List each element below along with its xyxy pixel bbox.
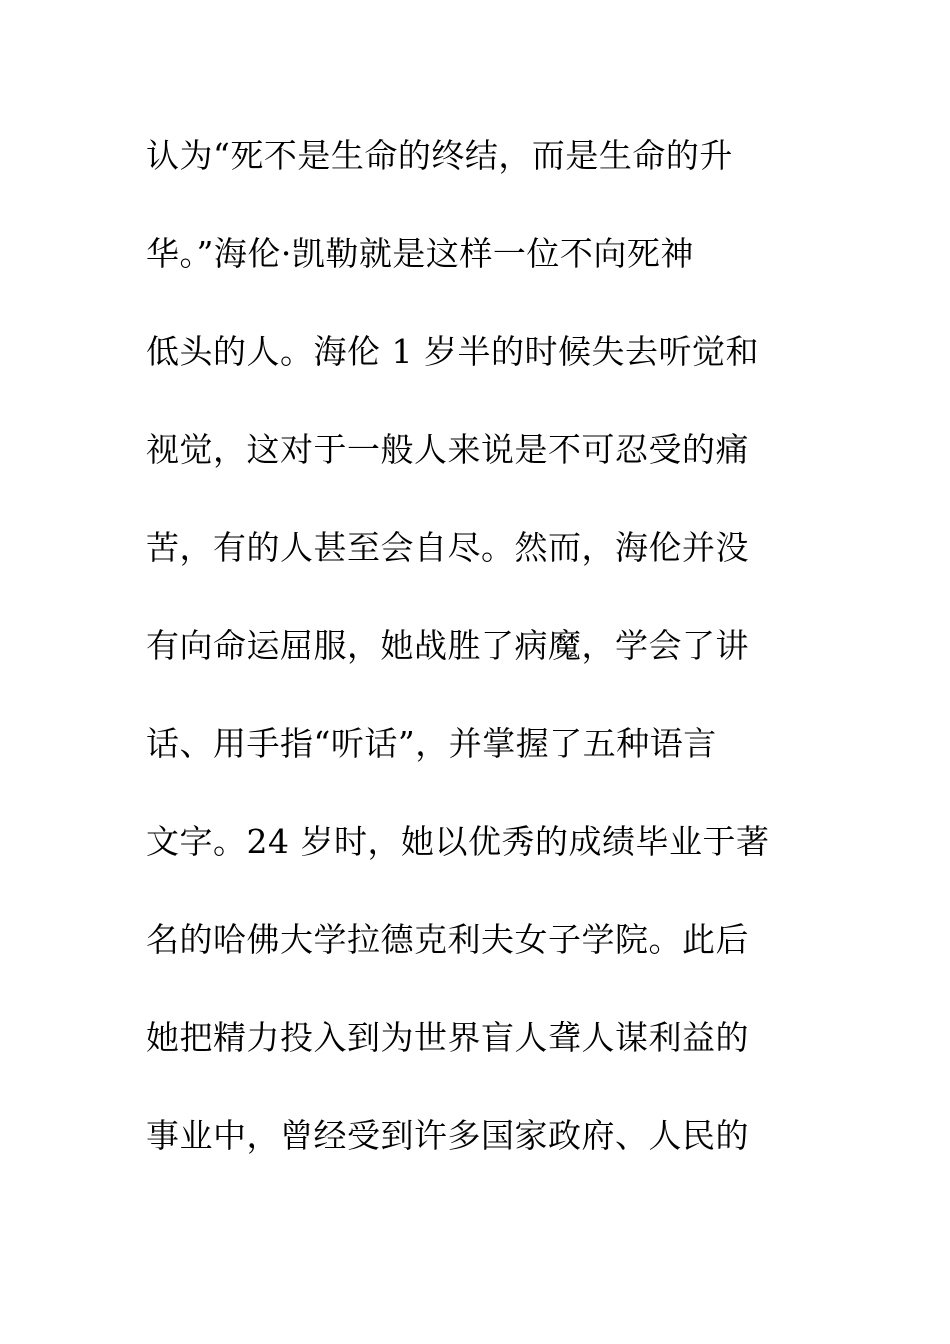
text-line: 事业中，曾经受到许多国家政府、人民的 xyxy=(146,1116,749,1155)
text-line: 华。”海伦·凯勒就是这样一位不向死神 xyxy=(146,234,694,273)
body-text xyxy=(146,126,806,1204)
text-line: 她把精力投入到为世界盲人聋人谋利益的 xyxy=(146,1018,749,1057)
text-line: 文字。24 岁时，她以优秀的成绩毕业于著 xyxy=(146,822,770,861)
text-line: 低头的人。海伦 1 岁半的时候失去听觉和 xyxy=(146,332,759,371)
text-line: 认为“死不是生命的终结，而是生命的升 xyxy=(146,136,733,175)
text-line: 苦，有的人甚至会自尽。然而，海伦并没 xyxy=(146,528,749,567)
text-line: 名的哈佛大学拉德克利夫女子学院。此后 xyxy=(146,920,749,959)
text-line: 有向命运屈服，她战胜了病魔，学会了讲 xyxy=(146,626,749,665)
text-line: 视觉，这对于一般人来说是不可忍受的痛 xyxy=(146,430,749,469)
text-line: 话、用手指“听话”，并掌握了五种语言 xyxy=(146,724,717,763)
